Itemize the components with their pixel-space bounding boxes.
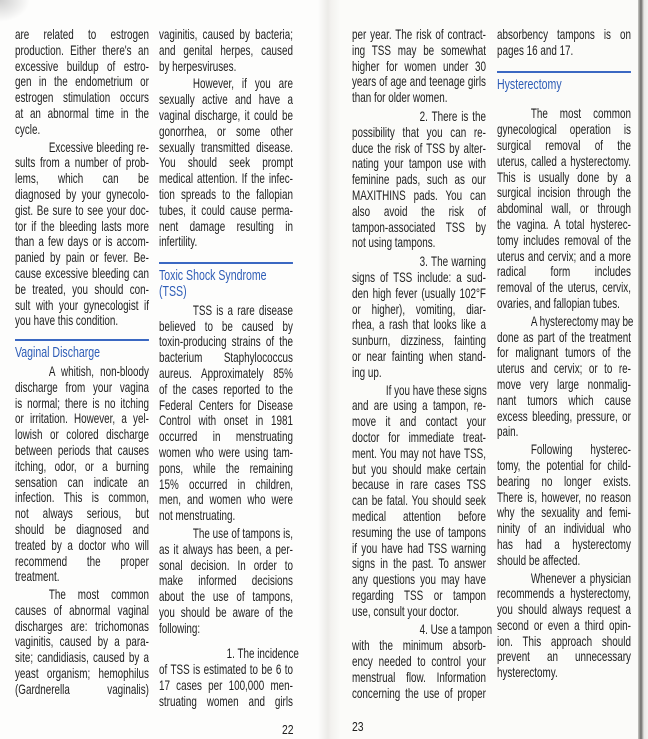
text-line: following:: [159, 619, 201, 636]
text-line: A whitish, non-bloody: [48, 362, 149, 379]
text-column-2: [159, 25, 299, 710]
text-line: 3. The warning: [419, 253, 486, 270]
paragraph: [352, 27, 486, 106]
text-line: believed to be caused by: [159, 317, 293, 334]
paragraph: [159, 27, 293, 74]
paragraph: [497, 442, 631, 568]
text-line: 2. There is the: [419, 107, 486, 124]
text-line: ing up.: [352, 363, 382, 380]
text-line: make informed decisions: [159, 572, 293, 589]
text-line: uterus, called a hysterectomy.: [497, 152, 631, 169]
text-line: ion. This approach should: [497, 632, 631, 649]
text-line: TSS is a rare disease: [192, 301, 293, 318]
text-line: about the use of tampons,: [159, 588, 293, 605]
text-line: you have this condition.: [15, 312, 119, 329]
text-line: gynecological operation is: [497, 121, 631, 138]
text-line: medical attention before: [352, 507, 486, 524]
text-line: why the sexuality and femi-: [497, 504, 631, 521]
text-line: 15% occurred in children,: [159, 475, 293, 492]
text-line: men, and women who were: [159, 491, 293, 508]
paragraph: [159, 76, 293, 250]
text-line: itching, odor, or a burning: [15, 457, 149, 474]
page-gutter: [318, 0, 340, 739]
text-line: regarding TSS or tampon: [352, 586, 486, 603]
text-line: bacterium Staphylococcus: [159, 349, 293, 366]
text-line: pages 16 and 17.: [497, 41, 574, 58]
text-line: move very large nonmalig-: [497, 375, 631, 392]
text-line: diagnosed by your gynecolo-: [15, 185, 149, 202]
text-line: second or even a third opin-: [497, 616, 631, 633]
text-line: There is, however, no reason: [497, 488, 631, 505]
paragraph: [352, 254, 486, 380]
text-line: tion spreads to the fallopian: [159, 185, 293, 202]
text-line: bearing no longer exists.: [497, 472, 631, 489]
text-line: surgical removal of the: [497, 136, 631, 153]
text-line: gonorrhea, or some other: [159, 122, 293, 139]
text-line: sonal decision. In order to: [159, 556, 293, 573]
text-line: menstrual flow. Information: [352, 668, 486, 685]
text-line: gist. Be sure to see your doc-: [15, 201, 149, 218]
text-line: concerning the use of proper: [352, 684, 486, 701]
heading-text: (TSS): [159, 282, 187, 300]
text-line: struating women and girls: [159, 692, 293, 709]
paragraph: [497, 106, 631, 311]
text-line: estrogen stimulation occurs: [15, 89, 149, 106]
section-heading: [15, 339, 149, 361]
text-line: vaginal discharge, it could be: [159, 106, 293, 123]
text-line: and genital herpes, caused: [159, 41, 293, 58]
text-line: gen in the endometrium or: [15, 73, 149, 90]
page-number-left: 22: [282, 722, 294, 737]
text-line: hysterectomy.: [497, 664, 558, 681]
text-line: and are using a tampon, re-: [352, 397, 486, 414]
text-line: duce the risk of TSS by alter-: [352, 139, 486, 156]
text-line: ninity of an individual who: [497, 520, 631, 537]
text-line: should be diagnosed and: [15, 520, 149, 537]
text-line: removal of the uterus, cervix,: [497, 279, 631, 296]
text-line: doctor for immediate treat-: [352, 428, 486, 445]
text-line: are related to estrogen: [15, 26, 149, 42]
text-line: A hysterectomy may be: [530, 312, 634, 329]
text-line: sults from a number of prob-: [15, 154, 149, 171]
text-line: recommend the proper: [15, 552, 149, 569]
text-column-3: [352, 25, 493, 701]
paragraph: [159, 526, 293, 637]
heading-text: Vaginal Discharge: [15, 344, 101, 362]
paragraph: [352, 383, 486, 620]
text-line: If you have these signs: [385, 381, 487, 398]
text-line: surgical incision through the: [497, 184, 631, 201]
text-line: production. Either there's an: [15, 41, 149, 58]
text-line: done as part of the treatment: [497, 328, 631, 345]
text-line: or higher), vomiting, diar-: [352, 300, 486, 317]
text-line: Following hysterec-: [530, 441, 631, 458]
text-line: at an abnormal time in the: [15, 104, 149, 121]
paragraph: [159, 303, 293, 524]
text-line: should be affected.: [497, 551, 581, 568]
paragraph: [15, 27, 149, 138]
text-line: abdominal wall, or through: [497, 200, 631, 217]
paragraph: [15, 364, 149, 585]
text-line: signs of TSS include: a sud-: [352, 268, 486, 285]
text-line: tomy includes removal of the: [497, 231, 631, 248]
heading-text: Toxic Shock Syndrome: [159, 267, 267, 285]
text-line: uterus and cervix; and a more: [497, 247, 631, 264]
text-line: ing TSS may be somewhat: [352, 41, 486, 58]
text-line: You should seek prompt: [159, 154, 293, 171]
text-line: can be fatal. You should seek: [352, 492, 486, 509]
text-line: you should be aware of the: [159, 603, 293, 620]
text-line: not always serious, but: [15, 505, 149, 522]
page-number-right: 23: [352, 719, 364, 734]
text-line: uterus and cervix; or to re-: [497, 360, 631, 377]
text-line: 1. The incidence: [226, 645, 299, 662]
text-line: radical form includes: [497, 263, 631, 280]
text-line: sensation can indicate an: [15, 473, 149, 490]
text-line: However, if you are: [192, 75, 293, 92]
text-line: Control with onset in 1981: [159, 412, 293, 429]
text-line: panied by pain or fever. Be-: [15, 249, 149, 266]
text-line: any questions you may have: [352, 571, 486, 588]
text-line: occurred in menstruating: [159, 428, 293, 445]
text-line: with the minimum absorb-: [352, 637, 486, 654]
text-line: infection. This is common,: [15, 489, 149, 506]
text-line: resuming the use of tampons: [352, 523, 486, 540]
text-line: cycle.: [15, 120, 41, 137]
text-line: than a few days or is accom-: [15, 233, 149, 250]
text-line: use, consult your doctor.: [352, 602, 459, 619]
text-line: yeast organism; hemophilus: [15, 665, 149, 682]
text-line: sult with your gynecologist if: [15, 296, 149, 313]
text-line: Federal Centers for Disease: [159, 396, 293, 413]
paragraph: [497, 27, 631, 59]
text-line: nant tumors which cause: [497, 391, 631, 408]
paragraph: [497, 312, 634, 440]
text-line: ovaries, and fallopian tubes.: [497, 294, 620, 311]
text-line: excess bleeding, pressure, or: [497, 407, 631, 424]
text-line: sexually active and have a: [159, 91, 293, 108]
text-line: per year. The risk of contract-: [352, 26, 486, 42]
text-line: not using tampons.: [352, 234, 436, 251]
text-column-4: [497, 25, 634, 681]
text-line: nent damage resulting in: [159, 217, 293, 234]
text-line: recommends a hysterectomy,: [497, 585, 631, 602]
text-line: site; candidiasis, caused by a: [15, 649, 149, 666]
paragraph: [352, 621, 493, 701]
binding-edge: [638, 0, 648, 739]
text-column-1: [15, 25, 149, 698]
text-line: tomy, the potential for child-: [497, 456, 631, 473]
text-line: or near fainting when stand-: [352, 347, 486, 364]
text-line: be treated, you should con-: [15, 280, 149, 297]
text-line: sunburn, dizziness, fainting: [352, 332, 486, 349]
text-line: but you should make certain: [352, 460, 486, 477]
text-line: vaginitis, caused by bacteria;: [159, 26, 293, 42]
text-line: also avoid the risk of: [352, 202, 486, 219]
text-line: of the cases reported to the: [159, 380, 293, 397]
section-heading: [159, 262, 293, 300]
text-line: treated by a doctor who will: [15, 536, 149, 553]
paragraph: [497, 571, 631, 682]
text-line: prevent an unnecessary: [497, 648, 631, 665]
paragraph: [352, 109, 486, 251]
text-line: medical attention. If the infec-: [159, 170, 293, 187]
text-line: move it and contact your: [352, 413, 486, 430]
text-line: not menstruating.: [159, 507, 236, 524]
scan-smudge: [0, 0, 30, 22]
text-line: tubes, it could cause perma-: [159, 201, 293, 218]
text-line: causes of abnormal vaginal: [15, 601, 149, 618]
text-line: rhea, a rash that looks like a: [352, 316, 486, 333]
text-line: feminine pads, such as our: [352, 171, 486, 188]
paragraph: [159, 645, 299, 709]
text-line: by herpesviruses.: [159, 57, 237, 74]
text-line: 17 cases per 100,000 men-: [159, 677, 293, 694]
text-line: excessive buildup of estro-: [15, 57, 149, 74]
section-heading: [497, 71, 631, 93]
text-line: because in rare cases TSS: [352, 476, 486, 493]
text-line: has had a hysterectomy: [497, 535, 631, 552]
text-line: The most common: [48, 586, 149, 603]
text-line: infertility.: [159, 233, 198, 250]
paragraph: [15, 587, 149, 698]
heading-text: Hysterectomy: [497, 75, 562, 93]
text-line: of TSS is estimated to be 6 to: [159, 661, 293, 678]
text-line: years of age and teenage girls: [352, 73, 486, 90]
text-line: discharge from your vagina: [15, 378, 149, 395]
text-line: den high fever (usually 102°F: [352, 284, 486, 301]
text-line: aureus. Approximately 85%: [159, 364, 293, 381]
text-line: Whenever a physician: [530, 569, 631, 586]
text-line: lowish or colored discharge: [15, 426, 149, 443]
text-line: treatment.: [15, 568, 60, 585]
text-line: cause excessive bleeding can: [15, 264, 149, 281]
text-line: lems, which can be: [15, 170, 149, 187]
text-line: Excessive bleeding re-: [48, 138, 149, 155]
text-line: sexually transmitted disease.: [159, 138, 293, 155]
text-line: as it always has been, a per-: [159, 540, 293, 557]
text-line: vaginitis, caused by a para-: [15, 633, 149, 650]
text-line: 4. Use a tampon: [419, 621, 493, 638]
text-line: toxin-producing strains of the: [159, 333, 293, 350]
text-line: you should always request a: [497, 601, 631, 618]
text-line: tor if the bleeding lasts more: [15, 217, 149, 234]
text-line: women who were using tam-: [159, 443, 293, 460]
text-line: (Gardnerella vaginalis): [15, 680, 149, 697]
text-line: ment. You may not have TSS,: [352, 444, 486, 461]
text-line: the vagina. A total hysterec-: [497, 215, 631, 232]
text-line: This is usually done by a: [497, 168, 631, 185]
text-line: pons, while the remaining: [159, 459, 293, 476]
text-line: than for older women.: [352, 89, 448, 106]
text-line: nating your tampon use with: [352, 155, 486, 172]
text-line: or irritation. However, a yel-: [15, 410, 149, 427]
text-line: The most common: [530, 105, 631, 122]
text-line: The use of tampons is,: [192, 524, 293, 541]
text-line: possibility that you can re-: [352, 123, 486, 140]
text-line: discharges are: trichomonas: [15, 617, 149, 634]
text-line: ency needed to control your: [352, 653, 486, 670]
text-line: if you have had TSS warning: [352, 539, 486, 556]
text-line: pain.: [497, 423, 519, 440]
text-line: MAXITHINS pads. You can: [352, 186, 486, 203]
text-line: absorbency tampons is on: [497, 26, 631, 42]
text-line: is normal; there is no itching: [15, 394, 149, 411]
text-line: higher for women under 30: [352, 57, 486, 74]
text-line: for malignant tumors of the: [497, 344, 631, 361]
text-line: between periods that causes: [15, 441, 149, 458]
text-line: tampon-associated TSS by: [352, 218, 486, 235]
paragraph: [15, 140, 149, 330]
text-line: signs in the past. To answer: [352, 555, 486, 572]
